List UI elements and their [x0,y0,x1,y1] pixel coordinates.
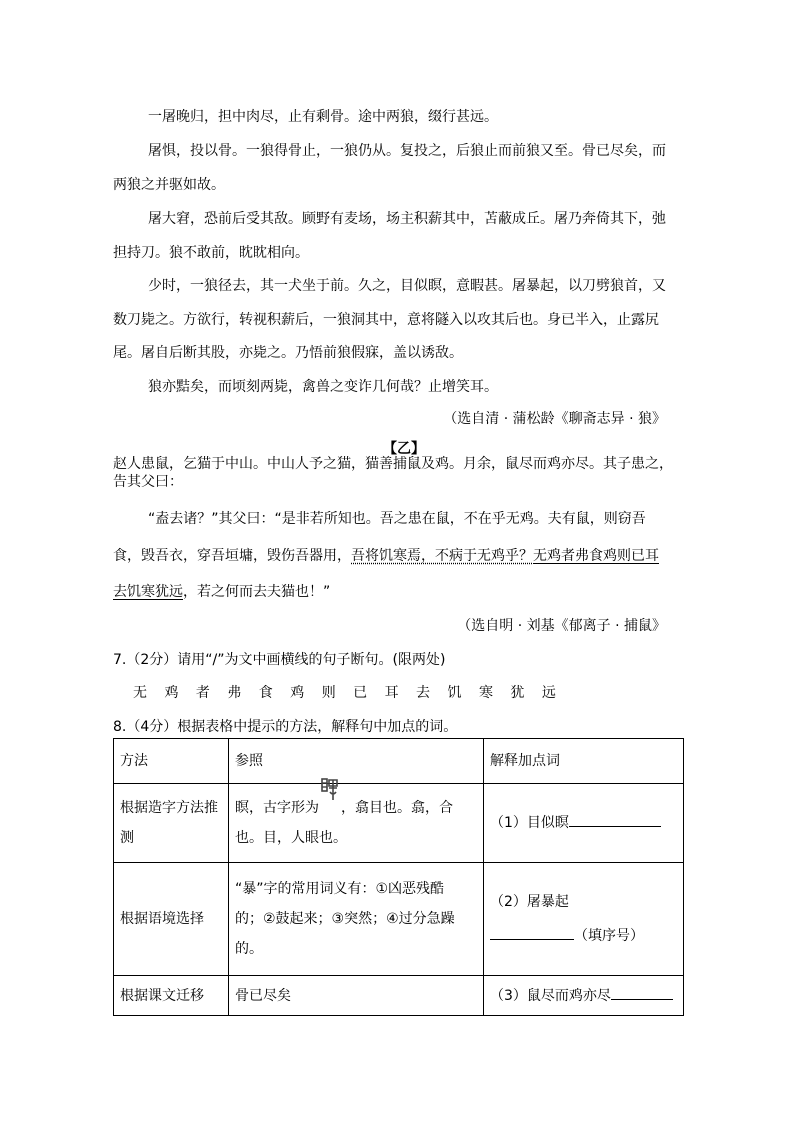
text: 食，毁吾衣，穿吾垣墉，毁伤吾器用， [113,548,351,564]
question-7-sentence: 无 鸡 者 弗 食 鸡 则 已 耳 去 饥 寒 犹 远 [133,685,563,701]
passage-line: 赵人患鼠，乞猫于中山。中山人予之猫，猫善捕鼠及鸡。月余，鼠尽而鸡亦尽。其子患之， [113,456,673,472]
source-citation: （选自清 · 蒲松龄《聊斋志异 · 狼》 [443,411,666,427]
reference-cell: 骨已尽矣 [229,976,484,1016]
answer-cell [484,976,684,1016]
passage-line [113,547,659,565]
passage-line [113,583,330,601]
underlined-sentence: 去饥寒犹远 [113,584,183,600]
passage-line: 狼亦黠矣，而顷刻两毙，禽兽之变诈几何哉？止增笑耳。 [148,379,498,395]
answer-label: （1）目似瞑 [490,815,569,831]
table-row [114,863,684,976]
question-7-prompt: 7.（2分）请用“/”为文中画横线的句子断句。(限两处) [113,652,446,668]
header-cell: 解释加点词 [484,739,684,784]
method-cell: 根据语境选择 [114,863,229,976]
answer-table [113,738,684,1016]
passage-line: 屠大窘，恐前后受其敌。顾野有麦场，场主积薪其中，苫蔽成丘。屠乃奔倚其下，弛 [148,211,666,227]
passage-line: “盍去诸？”其父曰：“是非若所知也。吾之患在鼠，不在乎无鸡。夫有鼠，则窃吾 [148,511,646,527]
method-cell: 根据造字方法推测 [114,784,229,863]
method-cell: 根据课文迁移 [114,976,229,1016]
reference-cell: “暴”字的常用词义有：①凶恶残酷的；②鼓起来；③突然；④过分急躁的。 [229,863,484,976]
table-row [114,976,684,1016]
passage-line: 少时，一狼径去，其一犬坐于前。久之，目似瞑，意暇甚。屠暴起，以刀劈狼首，又 [148,278,666,294]
passage-line: 尾。屠自后断其股，亦毙之。乃悟前狼假寐，盖以诱敌。 [113,345,463,361]
passage-line: 一屠晚归，担中肉尽，止有剩骨。途中两狼，缀行甚远。 [148,109,498,125]
passage-line: 数刀毙之。方欲行，转视积薪后，一狼洞其中，意将隧入以攻其后也。身已半入，止露尻 [113,312,659,328]
header-cell: 参照 [229,739,484,784]
section-heading: 【乙】 [383,441,425,457]
reference-cell [229,784,484,863]
text: ，若之何而去夫猫也！” [183,584,331,600]
table-header-row [114,739,684,784]
answer-label: （3）鼠尽而鸡亦尽 [490,987,611,1004]
passage-line: 屠惧，投以骨。一狼得骨止，一狼仍从。复投之，后狼止而前狼又至。骨已尽矣，而 [148,143,666,159]
underlined-sentence: 无鸡者弗食鸡则已耳 [533,548,659,564]
dotted-underline-text: 吾将饥寒焉，不病于无鸡乎？ [351,548,533,564]
passage-line: 两狼之并驱如故。 [113,177,225,193]
text: ，翕目也。翕，合也。目，人眼也。 [235,800,453,846]
header-cell: 方法 [114,739,229,784]
answer-cell [484,863,684,976]
text: 瞑，古字形为 [235,800,319,816]
ancient-glyph-image [319,798,341,812]
answer-blank[interactable] [490,925,574,940]
answer-blank[interactable] [611,985,673,1000]
answer-suffix: （填序号） [574,928,644,944]
passage-line: 告其父曰： [113,474,183,490]
answer-cell [484,784,684,863]
table-row [114,784,684,863]
source-citation: （选自明 · 刘基《郁离子 · 捕鼠》 [457,618,666,634]
answer-label: （2）屠暴起 [490,894,569,910]
answer-blank[interactable] [569,812,661,827]
question-8-prompt: 8.（4分）根据表格中提示的方法，解释句中加点的词。 [113,719,458,735]
passage-line: 担持刀。狼不敢前，眈眈相向。 [113,245,309,261]
